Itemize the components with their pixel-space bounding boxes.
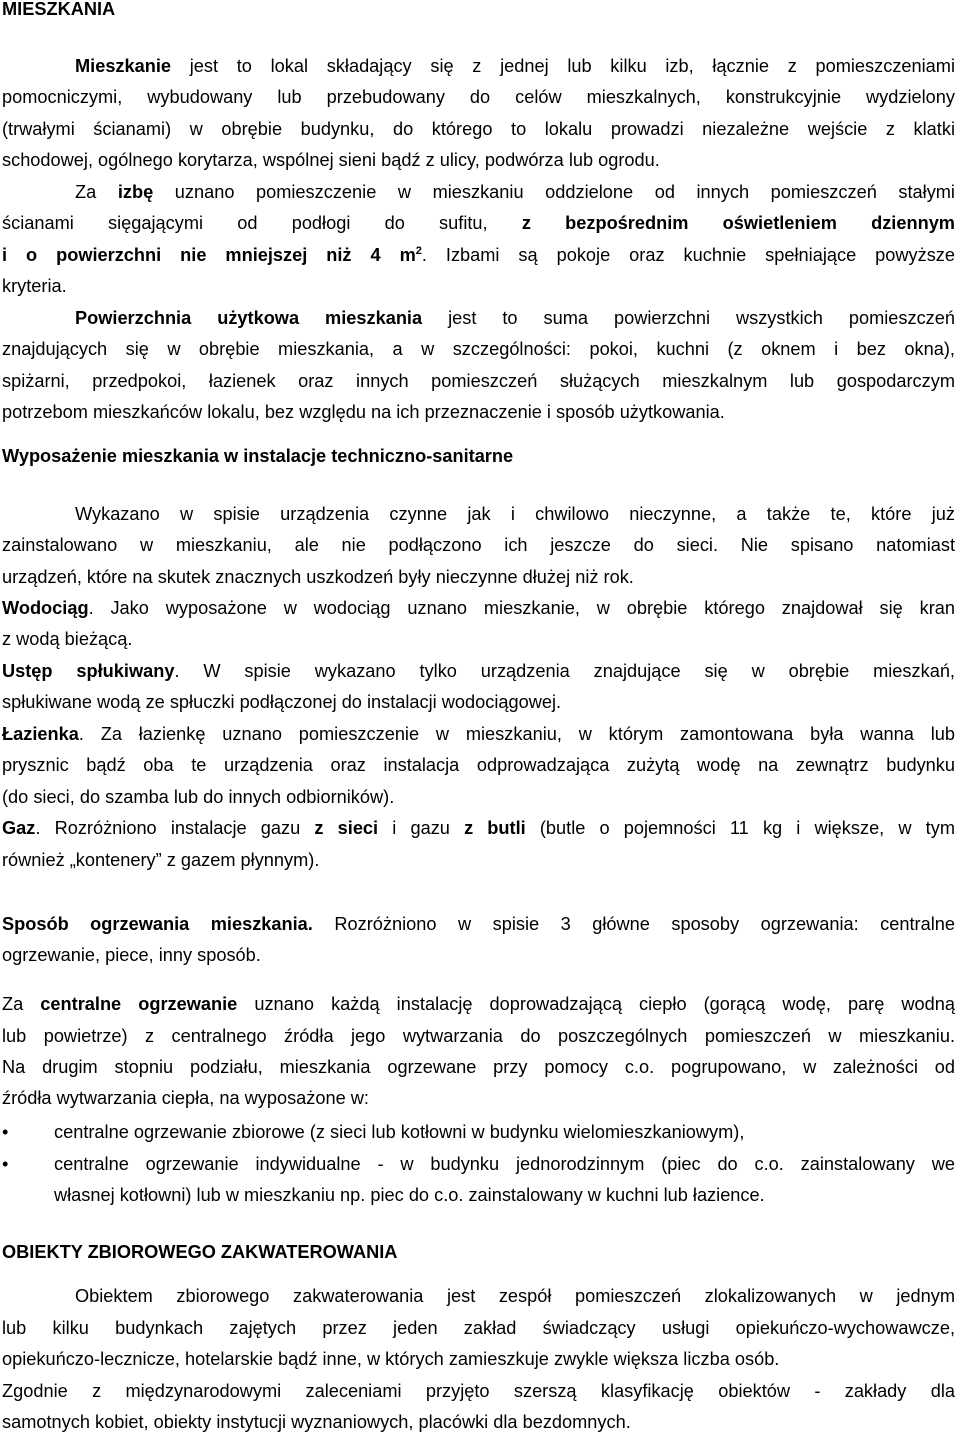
paragraph-line: źródła wytwarzania ciepła, na wyposażone w: bbox=[2, 1088, 369, 1108]
paragraph-line bbox=[2, 240, 955, 270]
paragraph-line: Wykazano w spisie urządzenia czynne jak i chwilowo nieczynne, a także te, które już bbox=[75, 504, 955, 524]
text-span: ścianami sięgającymi od podłogi do sufitu, bbox=[2, 213, 488, 233]
paragraph-line: schodowej, ogólnego korytarza, wspólnej sieni bądź z ulicy, podwórza lub ogrodu. bbox=[2, 150, 660, 170]
term-mieszkanie: Mieszkanie bbox=[75, 56, 172, 76]
term-powierzchnia: Powierzchnia użytkowa mieszkania bbox=[75, 308, 423, 328]
paragraph-line bbox=[2, 208, 955, 238]
paragraph-line: prysznic bądź oba te urządzenia oraz instalacja odprowadzająca zużytą wodę na zewnątrz budynku bbox=[2, 755, 955, 775]
text-span: . W spisie wykazano tylko urządzenia znajdujące się w obrębie mieszkań, bbox=[174, 661, 955, 681]
bullet-icon: • bbox=[2, 1154, 9, 1174]
text-span: . Za łazienkę uznano pomieszczenie w mieszkaniu, w którym zamontowana była wanna lub bbox=[78, 724, 955, 744]
bold-span: i o powierzchni nie mniejszej niż 4 m bbox=[2, 245, 416, 265]
term-ustep: Ustęp spłukiwany bbox=[2, 661, 175, 681]
paragraph-line: Na drugim stopniu podziału, mieszkania ogrzewane przy pomocy c.o. pogrupowano, w zależności od bbox=[2, 1057, 955, 1077]
paragraph-line bbox=[2, 719, 955, 749]
text-span: Rozróżniono w spisie 3 główne sposoby ogrzewania: centralne bbox=[334, 914, 955, 934]
paragraph-line: (do sieci, do szamba lub do innych odbiorników). bbox=[2, 787, 395, 807]
section-heading bbox=[2, 441, 955, 471]
bullet-icon: • bbox=[2, 1122, 9, 1142]
paragraph-line bbox=[2, 656, 955, 686]
paragraph-line: również „kontenery” z gazem płynnym). bbox=[2, 850, 320, 870]
paragraph-line bbox=[2, 813, 955, 843]
paragraph-line: potrzebom mieszkańców lokalu, bez względu na ich przeznaczenie i sposób użytkowania. bbox=[2, 402, 725, 422]
paragraph-line: znajdujących się w obrębie mieszkania, a w szczególności: pokoi, kuchni (z oknem i bez okna), bbox=[2, 339, 955, 359]
paragraph-line: spłukiwane wodą ze spłuczki podłączonej do instalacji wodociągowej. bbox=[2, 692, 562, 712]
paragraph-line: zainstalowano w mieszkaniu, ale nie podłączono ich jeszcze do sieci. Nie spisano natomiast bbox=[2, 535, 955, 555]
text-span: . Rozróżniono instalacje gazu bbox=[35, 818, 301, 838]
term-wodociag: Wodociąg bbox=[2, 598, 89, 618]
paragraph-line: samotnych kobiet, obiekty instytucji wyznaniowych, placówki dla bezdomnych. bbox=[2, 1412, 631, 1432]
paragraph-line: (trwałymi ścianami) w obrębie budynku, do którego to lokalu prowadzi niezależne wejście z klatki bbox=[2, 119, 955, 139]
text-span: uznano każdą instalację doprowadzającą ciepło (gorącą wodę, parę wodną bbox=[254, 994, 955, 1014]
section-heading bbox=[2, 1237, 955, 1267]
text-span: jest to lokal składający się z jednej lub kilku izb, łącznie z pomieszczeniami bbox=[189, 56, 955, 76]
list-item bbox=[2, 1117, 955, 1147]
heading-text: Wyposażenie mieszkania w instalacje techniczno-sanitarne bbox=[2, 446, 514, 466]
list-item-continuation: własnej kotłowni) lub w mieszkaniu np. piec do c.o. zainstalowany w kuchni lub łazience. bbox=[54, 1185, 765, 1205]
text-span: . Jako wyposażone w wodociąg uznano mieszkanie, w obrębie którego znajdował się kran bbox=[88, 598, 955, 618]
text-span: centralne ogrzewanie indywidualne - w budynku jednorodzinnym (piec do c.o. zainstalowany we bbox=[54, 1154, 955, 1174]
heading-text: OBIEKTY ZBIOROWEGO ZAKWATEROWANIA bbox=[2, 1242, 398, 1262]
text-span: Za bbox=[2, 994, 24, 1014]
paragraph-line: opiekuńczo-lecznicze, hotelarskie bądź inne, w których zamieszkuje zwykle większa liczba osób. bbox=[2, 1349, 780, 1369]
paragraph-line: lub powietrze) z centralnego źródła jego wytwarzania do poszczególnych pomieszczeń w mieszkaniu. bbox=[2, 1026, 955, 1046]
term-ogrzewanie: Sposób ogrzewania mieszkania. bbox=[2, 914, 313, 934]
paragraph-line: ogrzewanie, piece, inny sposób. bbox=[2, 945, 261, 965]
paragraph-line: lub kilku budynkach zajętych przez jeden zakład świadczący usługi opiekuńczo-wychowawcze, bbox=[2, 1318, 955, 1338]
paragraph-line: Obiektem zbiorowego zakwaterowania jest zespół pomieszczeń zlokalizowanych w jednym bbox=[75, 1286, 955, 1306]
text-span: jest to suma powierzchni wszystkich pomieszczeń bbox=[448, 308, 955, 328]
paragraph-line: kryteria. bbox=[2, 276, 67, 296]
term-gaz: Gaz bbox=[2, 818, 36, 838]
paragraph-line: pomocniczymi, wybudowany lub przebudowany do celów mieszkalnych, konstrukcyjnie wydzielony bbox=[2, 87, 955, 107]
term-izba: izbę bbox=[117, 182, 154, 202]
paragraph-line bbox=[2, 303, 955, 333]
paragraph-line: z wodą bieżącą. bbox=[2, 629, 133, 649]
text-span: uznano pomieszczenie w mieszkaniu oddzielone od innych pomieszczeń stałymi bbox=[174, 182, 955, 202]
term-centralne-ogrzewanie: centralne ogrzewanie bbox=[40, 994, 238, 1014]
paragraph-line: Zgodnie z międzynarodowymi zaleceniami przyjęto szerszą klasyfikację obiektów - zakłady dla bbox=[2, 1381, 955, 1401]
text-span: i gazu bbox=[392, 818, 450, 838]
list-item bbox=[2, 1149, 955, 1179]
paragraph-line bbox=[2, 593, 955, 623]
page-title: MIESZKANIA bbox=[2, 0, 116, 19]
text-span: (butle o pojemności 11 kg i większe, w tym bbox=[539, 818, 955, 838]
bold-span: z butli bbox=[464, 818, 526, 838]
paragraph-line bbox=[2, 909, 955, 939]
paragraph-line: spiżarni, przedpokoi, łazienek oraz innych pomieszczeń służących mieszkalnym lub gospodarczym bbox=[2, 371, 955, 391]
bold-span: z bezpośrednim oświetleniem dziennym bbox=[521, 213, 955, 233]
paragraph-line: urządzeń, które na skutek znacznych uszkodzeń były nieczynne dłużej niż rok. bbox=[2, 567, 634, 587]
bold-span: z sieci bbox=[314, 818, 379, 838]
text-span: . Izbami są pokoje oraz kuchnie spełniające powyższe bbox=[421, 245, 956, 265]
term-lazienka: Łazienka bbox=[2, 724, 79, 744]
text-span: Za bbox=[75, 182, 97, 202]
superscript: 2 bbox=[415, 245, 422, 257]
paragraph-line bbox=[2, 989, 955, 1019]
paragraph-line bbox=[2, 51, 955, 81]
paragraph-line bbox=[2, 177, 955, 207]
text-span: centralne ogrzewanie zbiorowe (z sieci lub kotłowni w budynku wielomieszkaniowym), bbox=[54, 1122, 745, 1142]
